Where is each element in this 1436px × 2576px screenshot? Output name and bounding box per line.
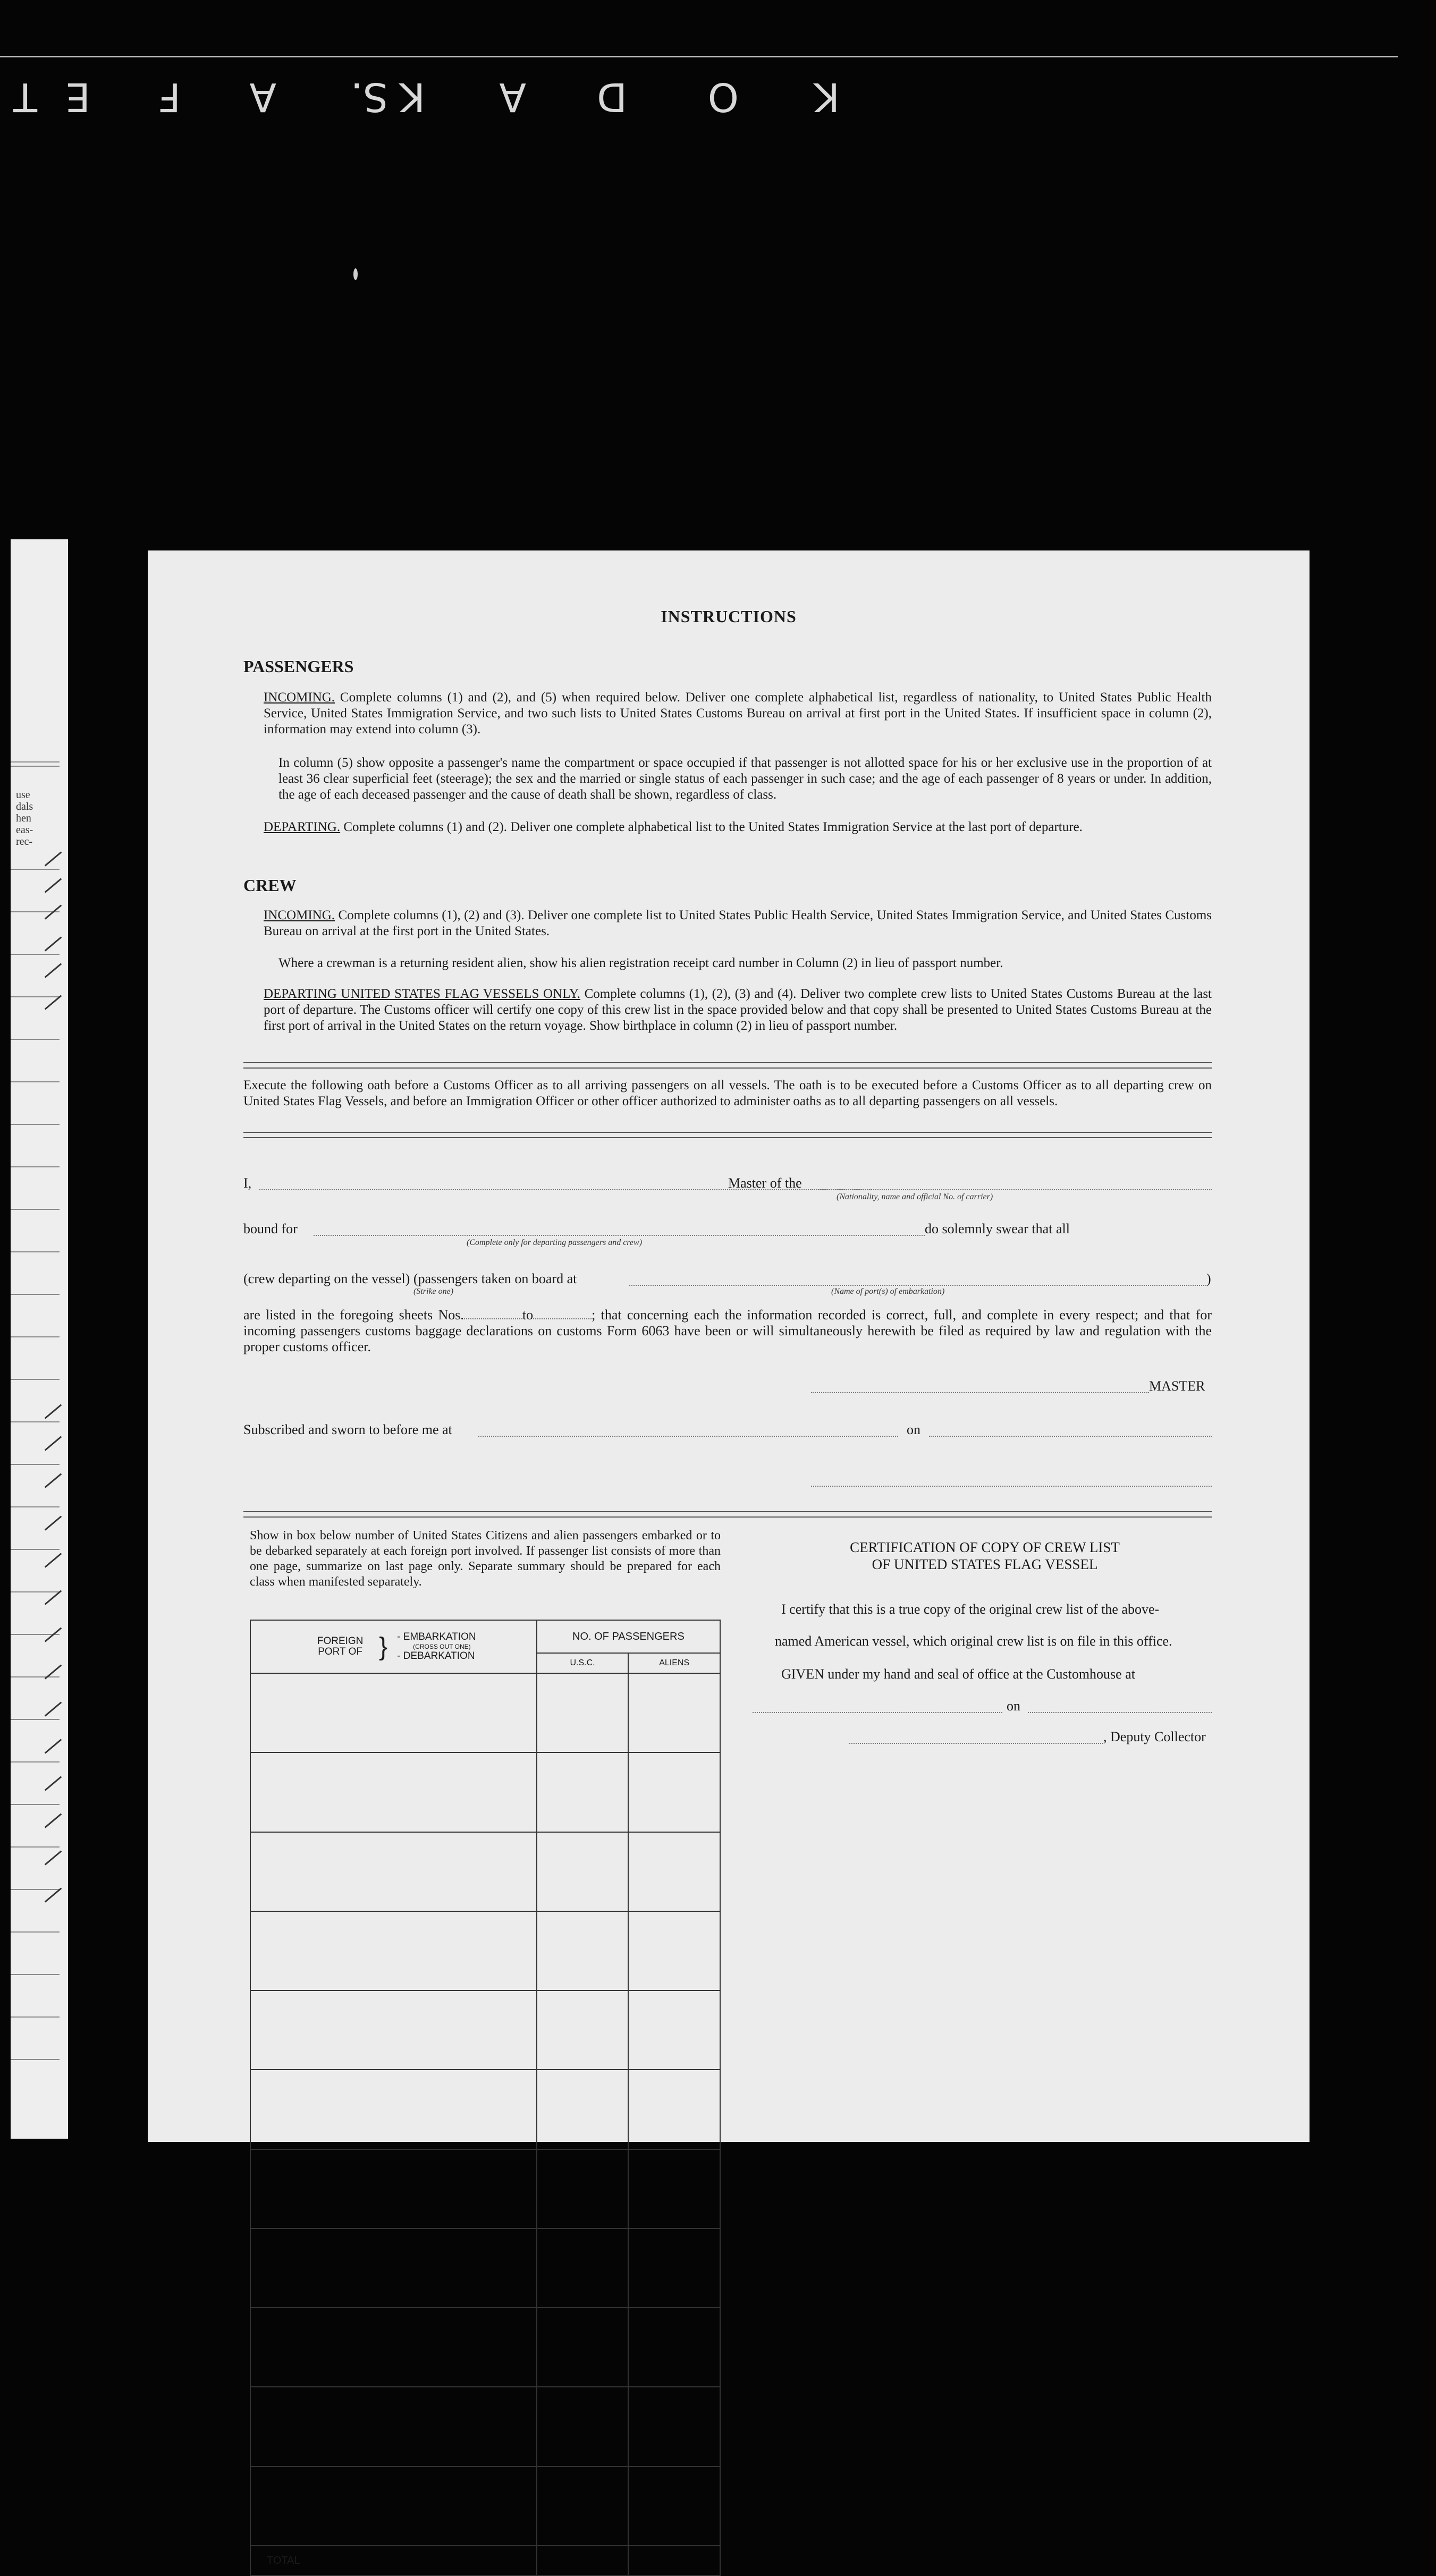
strip-text-fragment: use dals hen eas- rec- <box>16 789 33 848</box>
crew-heading: CREW <box>243 876 297 895</box>
master-of-the-label: Master of the <box>728 1175 802 1191</box>
strike-one-caption: (Strike one) <box>413 1287 454 1296</box>
passengers-column5-paragraph: In column (5) show opposite a passenger's name the compartment or space occupied if that passenger is not allotted space for his or her exclusive use in the proportion of at least 36 clear superficial feet (steerage); the sex and the married or single status of each passenger in such case; and the age of each passenger of 8 years or under. In addition, the age of each deceased passenger and the cause of death shall be shown, regardless of class. <box>278 756 1212 802</box>
adjacent-page-strip <box>11 539 68 2139</box>
crew-incoming-paragraph: INCOMING. Complete columns (1), (2) and (3). Deliver one complete list to United States Public Health Service, United States Immigration Service, and United States Customs Bureau on arrival at the first port in the United States. <box>264 908 1212 938</box>
swear-text: do solemnly swear that all <box>925 1221 1070 1236</box>
section-divider <box>243 1062 1212 1069</box>
total-aliens-cell[interactable] <box>628 2546 720 2575</box>
total-row[interactable] <box>250 2546 720 2575</box>
certify-line-2: named American vessel, which original crew list is on file in this office. <box>775 1633 1172 1649</box>
master-signature-field[interactable] <box>811 1392 1149 1393</box>
table-row[interactable] <box>250 1673 720 1752</box>
passenger-summary-table <box>250 1620 721 2576</box>
film-letter: K <box>399 74 425 120</box>
sheet-to-field[interactable] <box>533 1318 592 1319</box>
film-letter: A <box>499 74 526 120</box>
sworn-location-field[interactable] <box>478 1436 898 1437</box>
passengers-departing-paragraph: DEPARTING. Complete columns (1) and (2). Deliver one complete alphabetical list to the United States Immigration Service at the last port of departure. <box>264 820 1083 834</box>
table-row[interactable] <box>250 2228 720 2308</box>
crew-resident-paragraph: Where a crewman is a returning resident alien, show his alien registration receipt card number in Column (2) in lieu of passport number. <box>278 956 1003 970</box>
table-row[interactable] <box>250 2149 720 2228</box>
kodak-safety-film-edge-print <box>0 72 840 120</box>
officer-signature-field[interactable] <box>811 1486 1212 1487</box>
film-letter: D <box>597 74 627 120</box>
film-letter: E <box>65 74 90 120</box>
table-row[interactable] <box>250 1752 720 1832</box>
table-row[interactable] <box>250 2070 720 2149</box>
check-mark <box>45 851 62 866</box>
given-under-hand: GIVEN under my hand and seal of office at the Customhouse at <box>781 1666 1135 1682</box>
usc-header: U.S.C. <box>537 1653 629 1673</box>
carrier-field[interactable] <box>810 1189 1212 1190</box>
port-column-header: FOREIGN PORT OF } - EMBARKATION (CROSS OUT ONE) - DEBARKATION <box>250 1620 537 1673</box>
table-row[interactable] <box>250 1911 720 1990</box>
crew-passengers-statement: (crew departing on the vessel) (passengers taken on board at <box>243 1271 577 1286</box>
passengers-header: NO. OF PASSENGERS <box>537 1620 720 1653</box>
total-usc-cell[interactable] <box>537 2546 629 2575</box>
passengers-heading: PASSENGERS <box>243 657 354 676</box>
section-divider <box>243 1511 1212 1518</box>
dust-speck <box>353 268 358 280</box>
on-label: on <box>907 1422 920 1437</box>
sheet-from-field[interactable] <box>464 1318 522 1319</box>
film-edge-line <box>0 56 1398 57</box>
listed-statement: are listed in the foregoing sheets Nos. to ; that concerning each the information recorded is correct, full, and complete in every respect; and that for incoming passengers customs baggage declarations on customs Form 6063 have been or will simultaneously herewith be filed as required by law and regulation with the proper customs officer. <box>243 1307 1212 1354</box>
cert-date-field[interactable] <box>1028 1712 1212 1713</box>
destination-caption: (Complete only for departing passengers and crew) <box>467 1238 643 1247</box>
cert-on-label: on <box>1007 1698 1020 1714</box>
summary-instructions: Show in box below number of United States Citizens and alien passengers embarked or to be debarked separately at each foreign port involved. If passenger list consists of more than one page, summarize on last page only. Separate summary should be prepared for each class when manifested separately. <box>250 1529 721 1589</box>
bound-for-label: bound for <box>243 1221 298 1236</box>
film-letter: A <box>249 74 276 120</box>
deputy-collector-label: , Deputy Collector <box>1103 1729 1206 1744</box>
oath-i-label: I, <box>243 1175 252 1191</box>
table-row[interactable] <box>250 2308 720 2387</box>
table-row[interactable] <box>250 1832 720 1911</box>
carrier-caption: (Nationality, name and official No. of carrier) <box>837 1192 993 1201</box>
brace-icon: } <box>379 1632 388 1661</box>
certification-heading: CERTIFICATION OF COPY OF CREW LIST OF UNITED STATES FLAG VESSEL <box>850 1539 1120 1572</box>
film-letter: F <box>158 74 181 120</box>
deputy-signature-field[interactable] <box>849 1743 1103 1744</box>
destination-field[interactable] <box>314 1235 925 1236</box>
table-row[interactable] <box>250 1990 720 2070</box>
master-label: MASTER <box>1149 1378 1205 1394</box>
strip-rule <box>11 761 60 762</box>
customhouse-field[interactable] <box>753 1712 1002 1713</box>
film-letter: S. <box>350 74 388 120</box>
film-letter: T <box>13 74 37 120</box>
aliens-header: ALIENS <box>628 1653 720 1673</box>
oath-instructions: Execute the following oath before a Customs Officer as to all arriving passengers on all vessels. The oath is to be executed before a Customs Officer as to all departing crew on United States Flag Vessels, and before an Immigration Officer or other officer authorized to administer oaths as to all departing passengers on all vessels. <box>243 1078 1212 1108</box>
subscribed-label: Subscribed and sworn to before me at <box>243 1422 452 1437</box>
film-letter: O <box>707 74 739 120</box>
page-title: INSTRUCTIONS <box>661 607 797 626</box>
passengers-incoming-paragraph: INCOMING. Complete columns (1) and (2), and (5) when required below. Deliver one complete alphabetical list, regardless of nationality, to United States Public Health Service, United States Immigration Service, and two such lists to United States Customs Bureau on arrival at first port in the United States. If insufficient space in column (2), information may extend into column (3). <box>264 690 1212 736</box>
section-divider <box>243 1132 1212 1138</box>
strip-rule <box>11 766 60 767</box>
ports-caption: (Name of port(s) of embarkation) <box>831 1287 945 1296</box>
film-letter: K <box>814 74 840 120</box>
sworn-date-field[interactable] <box>929 1436 1212 1437</box>
instructions-page: INSTRUCTIONS PASSENGERS INCOMING. Complete columns (1) and (2), and (5) when required below. Deliver one complete alphabetical list, regardless of nationality, to United States Public Health Service, United States Immigration Service, and two such lists to United States Customs Bureau on arrival at first port in the United States. If insufficient space in column (2), information may extend into column (3). In column (5) show opposite a passenger's name the compartment or space occupied if that passenger is not allotted space for his or her exclusive use in the proportion of at least 36 clear superficial feet (steerage); the sex and the married or single status of each passenger in such case; and the age of each passenger of 8 years or under. In addition, the age of each deceased passenger and the cause of death shall be shown, regardless of class. DEPARTING. Complete columns (1) and (2). Deliver one complete alphabetical list to the United States Immigration Service at the last port of departure. CREW INCOMING. Complete columns (1), (2) and (3). Deliver one complete list to United States Public Health Service, United States Immigration Service, and United States Customs Bureau on arrival at the first port in the United States. Where a crewman is a returning resident alien, show his alien registration receipt card number in Column (2) in lieu of passport number. DEPARTING UNITED STATES FLAG VESSELS ONLY. Complete columns (1), (2), (3) and (4). Deliver two complete crew lists to United States Customs Bureau at the last port of departure. The Customs officer will certify one copy of this crew list in the space provided below and that copy shall be presented to United States Customs Bureau at the first port of arrival in the United States on the return voyage. Show birthplace in column (2) in lieu of passport number. Execute the following oath before a Customs Officer as to all arriving passengers on all vessels. The oath is to be executed before a Customs Officer as to all departing crew on United States Flag Vessels, and before an Immigration Officer or other officer authorized to administer oaths as to all departing passengers on all vessels. I, Master of the (Nationality, name and official No. of carrier) bound for (Complete only for departing passengers and crew) do solemnly swear that all (crew departing on the vessel) (passengers taken on board at ) (Strike one) (Name of port(s) of embarkation) are listed in the foregoing sheets Nos. to ; that concerning each the information recorded is correct, full, and complete in every respect; and that for incoming passengers customs baggage declarations on customs Form 6063 have been or will simultaneously herewith be filed as required by law and regulation with the proper customs officer. MASTER Subscribed and sworn to before me at on Show in box below number of United States Citizens and alien passengers embarked or to be debarked separately at each foreign port involved. If passenger list consists of more than one page, summarize on last page only. Separate summary should be prepared for each class when manifested separately. FOREIGN PORT OF } - EMBARKATION (CROSS OUT ONE) - DEBARKATION NO. OF PASSENGERS U.S.C. ALIENS TOTAL CERTIFICATION OF COPY OF CREW LIST OF UNITED STATES FLAG VESSEL I certify that this is a true copy of the original crew list of the above- named American vessel, which original crew list is on file in this office. GIVEN under my hand and seal of office at the Customhouse at on , Deputy Collector <box>148 550 1310 2142</box>
embarkation-ports-field[interactable] <box>629 1285 1206 1286</box>
crew-departing-paragraph: DEPARTING UNITED STATES FLAG VESSELS ONLY. Complete columns (1), (2), (3) and (4). Deliver two complete crew lists to United States Customs Bureau at the last port of departure. The Customs officer will certify one copy of this crew list in the space provided below and that copy shall be presented to United States Customs Bureau at the first port of arrival in the United States on the return voyage. Show birthplace in column (2) in lieu of passport number. <box>264 987 1212 1033</box>
certify-line-1: I certify that this is a true copy of the original crew list of the above- <box>781 1601 1160 1617</box>
table-row[interactable] <box>250 2467 720 2546</box>
total-label: TOTAL <box>250 2546 537 2575</box>
table-row[interactable] <box>250 2387 720 2466</box>
